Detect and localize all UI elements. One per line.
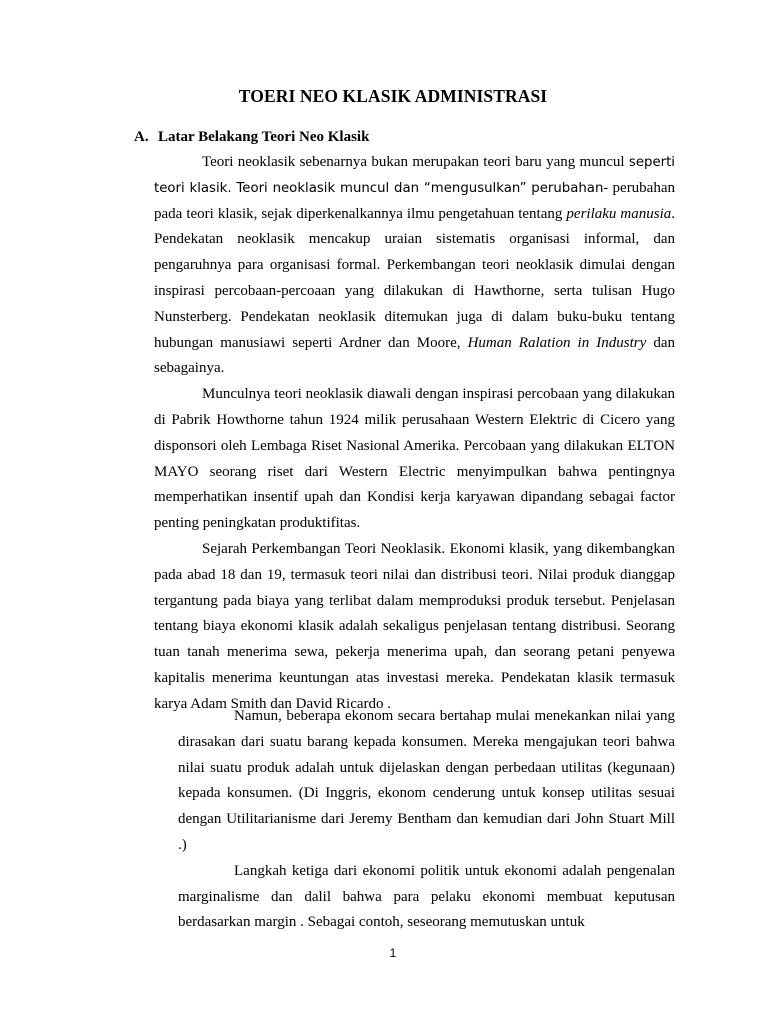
paragraph-1: [154, 150, 675, 382]
paragraph-1-part-e: . Pendekatan neoklasik mencakup uraian sistematis organisasi informal, dan pengaruhnya para organisasi formal. Perkembangan teori neoklasik dimulai dengan inspirasi percobaan-percoaan yang dilakukan di Hawthorne, serta tulisan Hugo Nunsterberg. Pendekatan neoklasik ditemukan juga di dalam buku-buku tentang hubungan manusiawi seperti Ardner dan Moore,: [154, 205, 675, 351]
section-heading: [134, 129, 369, 146]
paragraph-5: Langkah ketiga dari ekonomi politik untuk ekonomi adalah pengenalan marginalisme dan dalil bahwa para pelaku ekonomi membuat keputusan berdasarkan margin . Sebagai contoh, seseorang memutuskan untuk: [178, 862, 675, 931]
paragraph-4: Namun, beberapa ekonom secara bertahap mulai menekankan nilai yang dirasakan dari suatu barang kepada konsumen. Mereka mengajukan teori bahwa nilai suatu produk adalah untuk dijelaskan dengan perbedaan utilitas (kegunaan) kepada konsumen. (Di Inggris, ekonom cenderung untuk konsep utilitas sesuai dengan Utilitarianisme dari Jeremy Bentham dan kemudian dari John Stuart Mill .): [178, 708, 675, 853]
paragraph-1-book-title: Human Ralation in Industry: [467, 334, 647, 351]
section-title: Latar Belakang Teori Neo Klasik: [158, 129, 370, 145]
body-text: [154, 150, 675, 718]
page-number: 1: [389, 946, 397, 960]
section-number: A.: [134, 129, 149, 145]
document-title: TOERI NEO KLASIK ADMINISTRASI: [238, 86, 548, 106]
paragraph-1-italic-term: perilaku manusia: [566, 205, 672, 222]
paragraph-1-part-c: perubahan pada teori klasik, sejak diperkenalkannya ilmu pengetahuan tentang: [154, 179, 675, 222]
paragraph-3: Sejarah Perkembangan Teori Neoklasik. Ekonomi klasik, yang dikembangkan pada abad 18 dan 19, termasuk teori nilai dan distribusi teori. Nilai produk dianggap tergantung pada biaya yang terlibat dalam memproduksi produk tersebut. Penjelasan tentang biaya ekonomi klasik adalah sekaligus penjelasan tentang distribusi. Seorang tuan tanah menerima sewa, pekerja menerima upah, dan seorang petani penyewa kapitalis menerima keuntungan atas investasi mereka. Pendekatan klasik termasuk karya Adam Smith dan David Ricardo .: [154, 540, 675, 712]
indented-body-text: [178, 704, 675, 936]
paragraph-2: Munculnya teori neoklasik diawali dengan inspirasi percobaan yang dilakukan di Pabrik Howthorne tahun 1924 milik perusahaan Western Elektric di Cicero yang disponsori oleh Lembaga Riset Nasional Amerika. Percobaan yang dilakukan ELTON MAYO seorang riset dari Western Electric menyimpulkan bahwa pentingnya memperhatikan insentif upah dan Kondisi kerja karyawan dipandang sebagai factor penting peningkatan produktifitas.: [154, 386, 675, 532]
paragraph-1-part-a: Teori neoklasik sebenarnya bukan merupakan teori baru yang muncul: [202, 154, 625, 170]
paragraph-1-part-g: dan sebagainya.: [154, 334, 676, 377]
paragraph-1-part-b: seperti teori klasik. Teori neoklasik muncul dan “mengusulkan” perubahan-: [154, 155, 675, 196]
